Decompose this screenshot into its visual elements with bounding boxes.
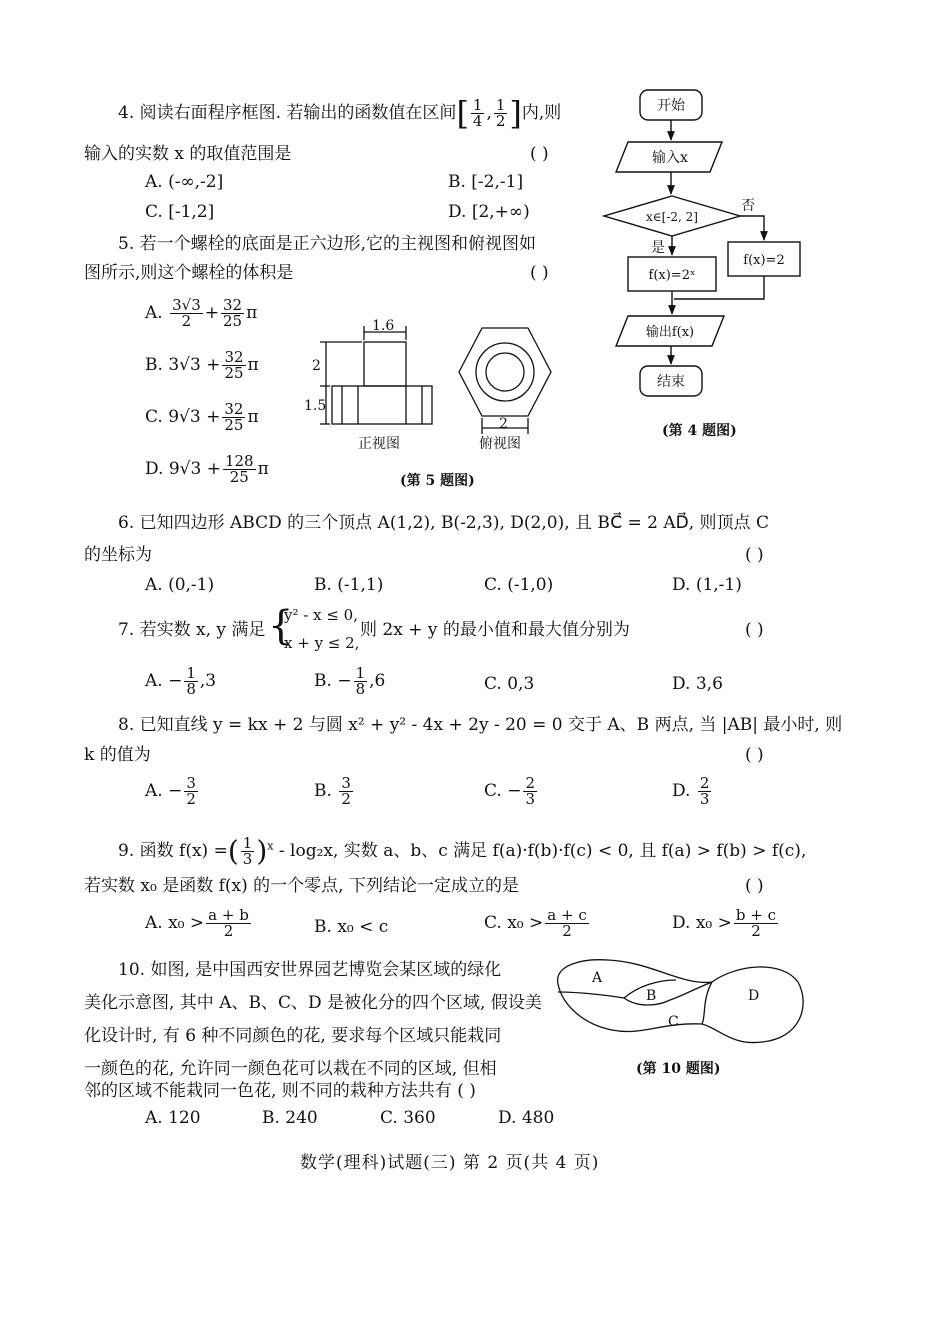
- q8-option-b: B. $\frac{3}{2}$: [314, 774, 351, 808]
- q5-front-view-label: 正视图: [358, 436, 400, 452]
- q4-open-bracket: [: [456, 94, 469, 133]
- q6-option-c: C. (-1,0): [484, 575, 554, 595]
- q10-line3: 化设计时, 有 6 种不同颜色的花, 要求每个区域只能栽同: [84, 1026, 502, 1046]
- q7-stem-post: 则 2x + y 的最小值和最大值分别为: [360, 620, 630, 640]
- q7-cond2: x + y ≤ 2,: [284, 634, 360, 652]
- q10-option-c: C. 360: [380, 1108, 436, 1128]
- q10-option-a: A. 120: [145, 1108, 201, 1128]
- q4-stem-line2: 输入的实数 x 的取值范围是: [84, 144, 292, 164]
- q4-option-d: D. [2,+∞): [448, 202, 530, 222]
- q4-option-c: C. [-1,2]: [145, 202, 215, 222]
- q4-stem-line1: 4. 阅读右面程序框图. 若输出的函数值在区间[ $\frac{1}{4}$ , $\frac{1}{2}$ ]内,则: [118, 94, 562, 133]
- q7-option-a: A. − $\frac{1}{8}$ ,3: [145, 664, 217, 698]
- q5-option-c: C. 9√3 + $\frac{32}{25}$ π: [145, 400, 259, 434]
- flow-no-box-text: f(x)=2: [743, 253, 785, 268]
- q5-stem-line1: 5. 若一个螺栓的底面是正六边形,它的主视图和俯视图如: [118, 234, 537, 254]
- q7-option-c: C. 0,3: [484, 674, 535, 694]
- q10-line4: 一颜色的花, 允许同一颜色花可以栽在不同的区域, 但相: [84, 1059, 497, 1079]
- q6-option-d: D. (1,-1): [672, 575, 742, 595]
- flow-no-label: 否: [741, 198, 755, 214]
- q4-option-b: B. [-2,-1]: [448, 172, 524, 192]
- flow-condition-text: x∈[-2, 2]: [646, 210, 698, 224]
- q10-region-a: A: [592, 970, 603, 986]
- flow-yes-box-text: f(x)=2ˣ: [648, 268, 696, 283]
- q5-front-view: [300, 312, 450, 462]
- q4-stem-post: 内,则: [521, 103, 562, 123]
- flow-start-text: 开始: [657, 98, 685, 114]
- q5-stem-line2: 图所示,则这个螺栓的体积是: [84, 263, 294, 283]
- q9-option-c: C. x₀ > $\frac{a + c}{2}$: [484, 906, 587, 940]
- q10-line1: 10. 如图, 是中国西安世界园艺博览会某区域的绿化: [118, 960, 502, 980]
- q6-stem-line1: 6. 已知四边形 ABCD 的三个顶点 A(1,2), B(-2,3), D(2,0), 且 BC⃗ = 2 AD⃗, 则顶点 C: [118, 513, 769, 533]
- q7-option-b: B. − $\frac{1}{8}$ ,6: [314, 664, 386, 698]
- q7-option-d: D. 3,6: [672, 674, 723, 694]
- q4-flowchart: [600, 84, 820, 444]
- q9-answer-paren: ( ): [745, 876, 764, 896]
- q9-option-d: D. x₀ > $\frac{b + c}{2}$: [672, 906, 777, 940]
- q5-figure-caption: (第 5 题图): [400, 473, 475, 489]
- q4-answer-paren: ( ): [530, 144, 549, 164]
- q6-stem-line2: 的坐标为: [84, 545, 152, 565]
- page-footer: 数学(理科)试题(三) 第 2 页(共 4 页): [300, 1153, 600, 1173]
- q5-answer-paren: ( ): [530, 263, 549, 283]
- q4-interval-b: $\frac{1}{2}$: [495, 96, 506, 130]
- q10-option-b: B. 240: [262, 1108, 318, 1128]
- q10-region-b: B: [646, 988, 657, 1004]
- q5-dim-top-width: 1.6: [372, 318, 395, 334]
- q9-option-b: B. x₀ < c: [314, 917, 389, 937]
- q4-interval-a: $\frac{1}{4}$: [472, 96, 483, 130]
- q5-dim-base-height: 1.5: [304, 398, 327, 414]
- q5-option-a: A. $\frac{3√3}{2}$ + $\frac{32}{25}$ π: [145, 296, 258, 330]
- q10-line2: 美化示意图, 其中 A、B、C、D 是被化分的四个区域, 假设美: [84, 993, 542, 1013]
- q6-option-a: A. (0,-1): [145, 575, 215, 595]
- q8-option-d: D. $\frac{2}{3}$: [672, 774, 710, 808]
- flow-output-text: 输出f(x): [645, 325, 695, 340]
- q10-figure-caption: (第 10 题图): [636, 1061, 721, 1077]
- q7-answer-paren: ( ): [745, 620, 764, 640]
- flow-end-text: 结束: [657, 374, 685, 390]
- q10-region-d: D: [748, 988, 760, 1004]
- q9-stem-line2: 若实数 x₀ 是函数 f(x) 的一个零点, 下列结论一定成立的是: [84, 876, 519, 896]
- q5-dim-top-size: 2: [499, 416, 508, 432]
- q4-figure-caption: (第 4 题图): [662, 423, 737, 439]
- q5-option-b: B. 3√3 + $\frac{32}{25}$ π: [145, 348, 259, 382]
- flow-input-text: 输入x: [652, 150, 688, 166]
- q8-stem-line1: 8. 已知直线 y = kx + 2 与圆 x² + y² - 4x + 2y - 20 = 0 交于 A、B 两点, 当 |AB| 最小时, 则: [118, 715, 843, 735]
- q5-option-d: D. 9√3 + $\frac{128}{25}$ π: [145, 452, 269, 486]
- q5-top-view: [455, 322, 555, 462]
- q8-option-c: C. − $\frac{2}{3}$: [484, 774, 536, 808]
- flow-yes-label: 是: [651, 240, 665, 256]
- q4-close-bracket: ]: [509, 94, 522, 133]
- q6-answer-paren: ( ): [745, 545, 764, 565]
- q9-option-a: A. x₀ > $\frac{a + b}{2}$: [145, 906, 249, 940]
- q10-line5: 邻的区域不能栽同一色花, 则不同的栽种方法共有 ( ): [84, 1081, 476, 1101]
- q10-region-c: C: [668, 1014, 679, 1030]
- q8-answer-paren: ( ): [745, 745, 764, 765]
- q7-stem-pre: 7. 若实数 x, y 满足: [118, 620, 266, 640]
- q10-region-diagram: [552, 952, 807, 1052]
- q6-option-b: B. (-1,1): [314, 575, 384, 595]
- q10-option-d: D. 480: [498, 1108, 555, 1128]
- q8-option-a: A. − $\frac{3}{2}$: [145, 774, 196, 808]
- q7-cond1: y² - x ≤ 0,: [284, 606, 358, 624]
- q4-stem-pre: 4. 阅读右面程序框图. 若输出的函数值在区间: [118, 103, 457, 123]
- q9-stem-line1: 9. 函数 f(x) =( $\frac{1}{3}$ )$^x$ - log₂x, 实数 a、b、c 满足 f(a)·f(b)·f(c) < 0, 且 f(a) > f(b) > f(c),: [118, 834, 807, 868]
- q7-brace: {: [268, 603, 294, 649]
- q5-top-view-label: 俯视图: [479, 436, 521, 452]
- q8-stem-line2: k 的值为: [84, 745, 151, 765]
- q4-option-a: A. (-∞,-2]: [145, 172, 224, 192]
- q5-dim-top-height: 2: [312, 358, 321, 374]
